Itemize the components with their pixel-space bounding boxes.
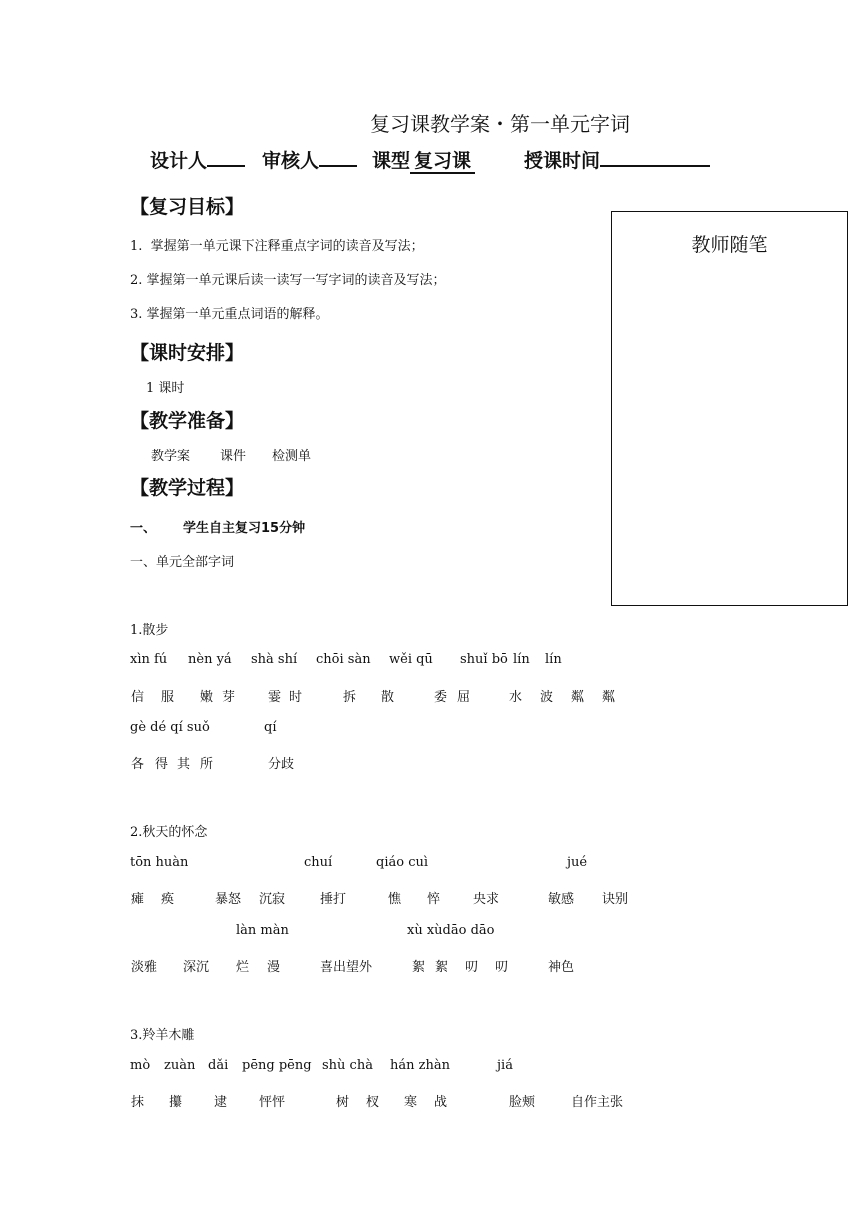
hanzi: 痪	[161, 892, 175, 907]
hanzi: 攥	[169, 1095, 183, 1110]
pinyin: zuàn	[164, 1058, 196, 1073]
hanzi: 悴	[427, 892, 441, 907]
hanzi: 叨	[465, 960, 479, 975]
pinyin: lín	[545, 652, 562, 667]
pinyin: shà shí	[251, 652, 298, 667]
subsection-title: 一、单元全部字词	[130, 555, 235, 570]
hanzi: 服	[161, 690, 175, 705]
goal-item: 3. 掌握第一单元重点词语的解释。	[130, 307, 329, 322]
designer-blank	[207, 147, 245, 167]
hanzi: 霎	[268, 690, 282, 705]
hanzi: 波	[540, 690, 554, 705]
schedule-text: 1 课时	[146, 381, 185, 396]
hanzi: 芽	[222, 690, 236, 705]
class-time-blank	[600, 147, 710, 167]
hanzi: 逮	[214, 1095, 228, 1110]
hanzi: 捶打	[320, 892, 347, 907]
pinyin: chōi sàn	[316, 652, 371, 667]
designer-label: 设计人	[150, 150, 208, 172]
pinyin: shù chà	[322, 1058, 373, 1073]
class-time-label: 授课时间	[524, 150, 601, 172]
lesson-title: 3.羚羊木雕	[130, 1028, 195, 1043]
pinyin: wěi qū	[389, 652, 433, 667]
pinyin: qí	[264, 720, 277, 735]
schedule-heading: 【课时安排】	[130, 342, 245, 364]
hanzi: 絮	[435, 960, 449, 975]
goal-item: 1. 掌握第一单元课下注释重点字词的读音及写法；	[130, 239, 424, 254]
hanzi: 烂	[236, 960, 250, 975]
document-title: 复习课教学案・第一单元字词	[370, 112, 630, 136]
goal-item: 2. 掌握第一单元课后读一读写一写字词的读音及写法；	[130, 273, 446, 288]
hanzi: 淡雅	[131, 960, 158, 975]
lesson-type-field	[372, 146, 475, 173]
goals-heading: 【复习目标】	[130, 196, 245, 218]
hanzi: 时	[289, 690, 303, 705]
hanzi: 得	[155, 757, 169, 772]
hanzi: 其	[177, 757, 191, 772]
hanzi: 树	[336, 1095, 350, 1110]
hanzi: 粼	[602, 690, 616, 705]
designer-field	[150, 146, 245, 173]
prep-item: 教学案	[151, 449, 191, 464]
hanzi: 沉寂	[259, 892, 286, 907]
hanzi: 瘫	[131, 892, 145, 907]
hanzi: 所	[200, 757, 214, 772]
hanzi: 各	[131, 757, 145, 772]
pinyin: tōn huàn	[130, 855, 189, 870]
hanzi: 杈	[366, 1095, 380, 1110]
pinyin: mò	[130, 1058, 151, 1073]
pinyin: shuǐ bō	[460, 652, 508, 667]
hanzi: 水	[509, 690, 523, 705]
step-text: 学生自主复习15分钟	[183, 521, 306, 536]
prep-item: 检测单	[272, 449, 312, 464]
step-number: 一、	[130, 521, 157, 536]
pinyin: xù xùdāo dāo	[407, 923, 495, 938]
hanzi: 叨	[495, 960, 509, 975]
pinyin: hán zhàn	[390, 1058, 450, 1073]
prep-heading: 【教学准备】	[130, 410, 245, 432]
hanzi: 絮	[412, 960, 426, 975]
hanzi: 暴怒	[215, 892, 242, 907]
hanzi: 抹	[131, 1095, 145, 1110]
teacher-notes-title: 教师随笔	[691, 234, 768, 256]
lesson-title: 2.秋天的怀念	[130, 825, 208, 840]
hanzi: 分歧	[268, 757, 295, 772]
hanzi: 信	[131, 690, 145, 705]
class-time-field	[524, 146, 710, 173]
lesson-type-label: 课型	[372, 150, 411, 172]
process-heading: 【教学过程】	[130, 477, 245, 499]
pinyin: qiáo cuì	[376, 855, 428, 870]
pinyin: jiá	[497, 1058, 513, 1073]
hanzi: 散	[381, 690, 395, 705]
hanzi: 喜出望外	[320, 960, 373, 975]
lesson-type-value: 复习课	[410, 150, 475, 174]
pinyin: làn màn	[236, 923, 289, 938]
hanzi: 漫	[267, 960, 281, 975]
hanzi: 怦怦	[259, 1095, 286, 1110]
hanzi: 自作主张	[571, 1095, 624, 1110]
pinyin: dǎi	[208, 1058, 229, 1073]
hanzi: 粼	[571, 690, 585, 705]
teacher-notes-box	[611, 211, 848, 606]
pinyin: xìn fú	[130, 652, 168, 667]
hanzi: 拆	[343, 690, 357, 705]
pinyin: gè dé qí suǒ	[130, 720, 210, 735]
prep-item: 课件	[220, 449, 247, 464]
pinyin: jué	[567, 855, 588, 870]
pinyin: pēng pēng	[242, 1058, 312, 1073]
hanzi: 央求	[473, 892, 500, 907]
hanzi: 委	[434, 690, 448, 705]
hanzi: 脸颊	[509, 1095, 536, 1110]
pinyin: nèn yá	[188, 652, 232, 667]
lesson-title: 1.散步	[130, 623, 169, 638]
reviewer-blank	[319, 147, 357, 167]
hanzi: 寒	[404, 1095, 418, 1110]
hanzi: 嫩	[200, 690, 214, 705]
pinyin: lín	[513, 652, 530, 667]
pinyin: chuí	[304, 855, 333, 870]
hanzi: 屈	[457, 690, 471, 705]
hanzi: 敏感	[548, 892, 575, 907]
reviewer-field	[262, 146, 357, 173]
hanzi: 深沉	[183, 960, 210, 975]
hanzi: 诀别	[602, 892, 629, 907]
reviewer-label: 审核人	[262, 150, 320, 172]
hanzi: 憔	[388, 892, 402, 907]
hanzi: 战	[434, 1095, 448, 1110]
hanzi: 神色	[548, 960, 575, 975]
